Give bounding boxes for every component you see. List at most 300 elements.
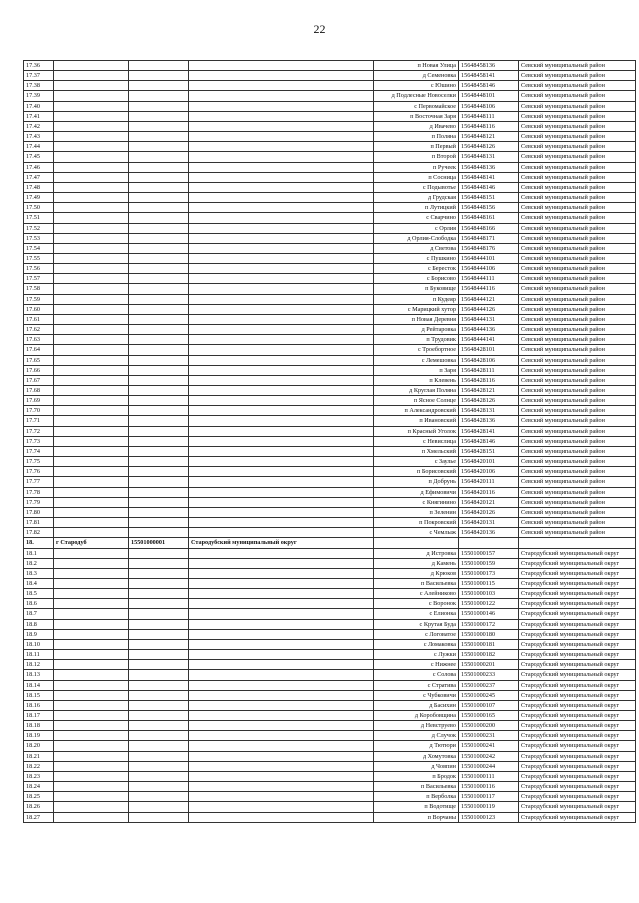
row-number: 18.24 — [24, 782, 54, 792]
locality-code: 15501000241 — [459, 741, 519, 751]
municipality-name-cell — [189, 802, 374, 812]
locality-name: д Невструево — [374, 721, 459, 731]
district-name: Севский муниципальный район — [519, 264, 636, 274]
locality-code: 15648428111 — [459, 365, 519, 375]
section-oktmo: 15501000001 — [129, 538, 189, 548]
district-name: Стародубский муниципальный округ — [519, 700, 636, 710]
municipality-name-cell — [189, 253, 374, 263]
row-number: 17.62 — [24, 325, 54, 335]
district-name: Стародубский муниципальный округ — [519, 578, 636, 588]
oktmo-cell — [129, 782, 189, 792]
district-name: Севский муниципальный район — [519, 365, 636, 375]
oktmo-cell — [129, 721, 189, 731]
oktmo-cell — [129, 314, 189, 324]
oktmo-cell — [129, 751, 189, 761]
table-row — [24, 121, 636, 131]
oktmo-cell — [129, 101, 189, 111]
district-name: Стародубский муниципальный округ — [519, 761, 636, 771]
municipality-name-cell — [189, 335, 374, 345]
municipality-cell — [54, 782, 129, 792]
municipality-name-cell — [189, 243, 374, 253]
municipality-name-cell — [189, 782, 374, 792]
row-number: 18.13 — [24, 670, 54, 680]
municipality-name-cell — [189, 365, 374, 375]
municipality-name-cell — [189, 233, 374, 243]
locality-code: 15648448171 — [459, 233, 519, 243]
municipality-name-cell — [189, 386, 374, 396]
table-row — [24, 589, 636, 599]
locality-code: 15648448111 — [459, 111, 519, 121]
district-name: Стародубский муниципальный округ — [519, 690, 636, 700]
district-name: Стародубский муниципальный округ — [519, 568, 636, 578]
locality-name: п Поляна — [374, 132, 459, 142]
oktmo-cell — [129, 213, 189, 223]
municipality-cell — [54, 690, 129, 700]
municipality-cell — [54, 599, 129, 609]
table-row — [24, 497, 636, 507]
oktmo-cell — [129, 233, 189, 243]
locality-name: п Новая Деревня — [374, 314, 459, 324]
locality-code: 15648428106 — [459, 355, 519, 365]
district-name: Севский муниципальный район — [519, 345, 636, 355]
oktmo-cell — [129, 690, 189, 700]
locality-name: д Крюков — [374, 568, 459, 578]
table-row — [24, 446, 636, 456]
row-number: 18.26 — [24, 802, 54, 812]
municipality-cell — [54, 507, 129, 517]
district-name: Севский муниципальный район — [519, 223, 636, 233]
municipality-name-cell — [189, 132, 374, 142]
row-number: 17.75 — [24, 457, 54, 467]
locality-code: 15648420106 — [459, 467, 519, 477]
row-number: 18.21 — [24, 751, 54, 761]
municipality-name-cell — [189, 771, 374, 781]
municipality-cell — [54, 792, 129, 802]
row-number: 18.7 — [24, 609, 54, 619]
locality-code: 15501000231 — [459, 731, 519, 741]
oktmo-cell — [129, 132, 189, 142]
municipality-cell — [54, 467, 129, 477]
table-row — [24, 741, 636, 751]
district-name: Севский муниципальный район — [519, 325, 636, 335]
municipality-cell — [54, 721, 129, 731]
row-number: 18.18 — [24, 721, 54, 731]
locality-name: с Чубковичи — [374, 690, 459, 700]
oktmo-cell — [129, 650, 189, 660]
locality-code: 15648448101 — [459, 91, 519, 101]
oktmo-cell — [129, 284, 189, 294]
municipality-cell — [54, 365, 129, 375]
oktmo-cell — [129, 761, 189, 771]
table-row — [24, 782, 636, 792]
locality-code: 15501000173 — [459, 568, 519, 578]
oktmo-cell — [129, 700, 189, 710]
table-row — [24, 142, 636, 152]
table-row — [24, 193, 636, 203]
row-number: 17.53 — [24, 233, 54, 243]
locality-name: с Лемешовка — [374, 355, 459, 365]
district-name: Севский муниципальный район — [519, 355, 636, 365]
municipality-name-cell — [189, 142, 374, 152]
municipality-cell — [54, 741, 129, 751]
locality-name: с Заулье — [374, 457, 459, 467]
municipality-cell — [54, 335, 129, 345]
table-row — [24, 436, 636, 446]
row-number: 17.50 — [24, 203, 54, 213]
municipality-cell — [54, 132, 129, 142]
municipality-name-cell — [189, 203, 374, 213]
municipality-cell — [54, 650, 129, 660]
locality-code: 15501000111 — [459, 771, 519, 781]
table-row — [24, 314, 636, 324]
municipality-name-cell — [189, 81, 374, 91]
row-number: 18.4 — [24, 578, 54, 588]
row-number: 17.52 — [24, 223, 54, 233]
oktmo-cell — [129, 152, 189, 162]
locality-name: с Пушкино — [374, 253, 459, 263]
municipality-name-cell — [189, 812, 374, 822]
district-name: Севский муниципальный район — [519, 71, 636, 81]
municipality-cell — [54, 355, 129, 365]
municipality-cell — [54, 761, 129, 771]
municipality-name-cell — [189, 345, 374, 355]
district-name: Севский муниципальный район — [519, 487, 636, 497]
locality-code: 15501000245 — [459, 690, 519, 700]
section-number: 18. — [24, 538, 54, 548]
oktmo-cell — [129, 518, 189, 528]
locality-name: п Буковище — [374, 284, 459, 294]
district-name: Севский муниципальный район — [519, 233, 636, 243]
row-number: 17.40 — [24, 101, 54, 111]
row-number: 18.10 — [24, 639, 54, 649]
table-row — [24, 731, 636, 741]
municipality-cell — [54, 284, 129, 294]
oktmo-cell — [129, 203, 189, 213]
row-number: 17.71 — [24, 416, 54, 426]
oktmo-cell — [129, 335, 189, 345]
locality-code: 15501000182 — [459, 650, 519, 660]
municipality-name-cell — [189, 528, 374, 538]
locality-code: 15648420136 — [459, 528, 519, 538]
municipality-name-cell — [189, 101, 374, 111]
oktmo-cell — [129, 386, 189, 396]
table-row — [24, 711, 636, 721]
row-number: 17.79 — [24, 497, 54, 507]
municipality-cell — [54, 416, 129, 426]
row-number: 17.59 — [24, 294, 54, 304]
table-row — [24, 792, 636, 802]
district-name: Севский муниципальный район — [519, 243, 636, 253]
municipality-cell — [54, 233, 129, 243]
locality-name: с Подывотье — [374, 182, 459, 192]
municipality-cell — [54, 528, 129, 538]
locality-name: с Крутая Буда — [374, 619, 459, 629]
table-row — [24, 335, 636, 345]
table-row — [24, 406, 636, 416]
oktmo-cell — [129, 81, 189, 91]
oktmo-cell — [129, 375, 189, 385]
row-number: 18.8 — [24, 619, 54, 629]
oktmo-cell — [129, 670, 189, 680]
oktmo-cell — [129, 589, 189, 599]
district-name: Стародубский муниципальный округ — [519, 670, 636, 680]
row-number: 18.15 — [24, 690, 54, 700]
municipality-cell — [54, 274, 129, 284]
district-name: Севский муниципальный район — [519, 213, 636, 223]
locality-name: с Ломаковка — [374, 639, 459, 649]
locality-code: 15648448141 — [459, 172, 519, 182]
row-number: 17.65 — [24, 355, 54, 365]
row-number: 17.67 — [24, 375, 54, 385]
municipality-name-cell — [189, 690, 374, 700]
row-number: 17.55 — [24, 253, 54, 263]
row-number: 18.1 — [24, 548, 54, 558]
district-name: Стародубский муниципальный округ — [519, 589, 636, 599]
oktmo-cell — [129, 182, 189, 192]
district-name: Севский муниципальный район — [519, 193, 636, 203]
municipality-cell — [54, 264, 129, 274]
oktmo-cell — [129, 771, 189, 781]
oktmo-cell — [129, 406, 189, 416]
oktmo-cell — [129, 304, 189, 314]
row-number: 17.70 — [24, 406, 54, 416]
locality-code: 15501000119 — [459, 802, 519, 812]
locality-name: с Юшино — [374, 81, 459, 91]
row-number: 17.60 — [24, 304, 54, 314]
table-row — [24, 639, 636, 649]
district-name: Стародубский муниципальный округ — [519, 558, 636, 568]
locality-name: п Покровский — [374, 518, 459, 528]
table-row — [24, 599, 636, 609]
locality-name: д Семеновка — [374, 71, 459, 81]
locality-code: 15501000146 — [459, 609, 519, 619]
oktmo-cell — [129, 91, 189, 101]
municipality-cell — [54, 477, 129, 487]
oktmo-cell — [129, 365, 189, 375]
district-name: Стародубский муниципальный округ — [519, 660, 636, 670]
municipality-name-cell — [189, 711, 374, 721]
table-row — [24, 650, 636, 660]
locality-code: 15648448131 — [459, 152, 519, 162]
municipality-name-cell — [189, 497, 374, 507]
locality-name: с Воронок — [374, 599, 459, 609]
row-number: 17.41 — [24, 111, 54, 121]
row-number: 18.11 — [24, 650, 54, 660]
municipality-name-cell — [189, 416, 374, 426]
municipality-name-cell — [189, 111, 374, 121]
municipality-cell — [54, 223, 129, 233]
table-row — [24, 802, 636, 812]
oktmo-cell — [129, 599, 189, 609]
municipality-name-cell — [189, 152, 374, 162]
municipality-name-cell — [189, 406, 374, 416]
municipality-cell — [54, 325, 129, 335]
locality-code: 15648428151 — [459, 446, 519, 456]
district-name: Стародубский муниципальный округ — [519, 599, 636, 609]
table-row — [24, 355, 636, 365]
locality-code: 15648458136 — [459, 61, 519, 71]
locality-name: п Ручеек — [374, 162, 459, 172]
oktmo-cell — [129, 660, 189, 670]
municipality-cell — [54, 142, 129, 152]
table-row — [24, 426, 636, 436]
municipality-cell — [54, 487, 129, 497]
locality-code: 15648444111 — [459, 274, 519, 284]
row-number: 17.56 — [24, 264, 54, 274]
table-row — [24, 294, 636, 304]
district-name: Севский муниципальный район — [519, 446, 636, 456]
row-number: 17.69 — [24, 396, 54, 406]
municipality-name-cell — [189, 680, 374, 690]
municipality-name-cell — [189, 589, 374, 599]
locality-code: 15648448121 — [459, 132, 519, 142]
row-number: 17.82 — [24, 528, 54, 538]
district-name: Севский муниципальный район — [519, 477, 636, 487]
municipality-name-cell — [189, 91, 374, 101]
municipality-name-cell — [189, 599, 374, 609]
district-name: Севский муниципальный район — [519, 253, 636, 263]
district-name: Севский муниципальный район — [519, 436, 636, 446]
row-number: 17.39 — [24, 91, 54, 101]
row-number: 18.17 — [24, 711, 54, 721]
table-row — [24, 528, 636, 538]
oktmo-cell — [129, 121, 189, 131]
locality-code: 15501000233 — [459, 670, 519, 680]
locality-name: п Добрунь — [374, 477, 459, 487]
municipality-name-cell — [189, 355, 374, 365]
locality-name: п Восточная Заря — [374, 111, 459, 121]
municipality-cell — [54, 243, 129, 253]
table-row — [24, 325, 636, 335]
oktmo-cell — [129, 528, 189, 538]
municipality-cell — [54, 203, 129, 213]
district-name: Севский муниципальный район — [519, 335, 636, 345]
row-number: 18.3 — [24, 568, 54, 578]
municipality-cell — [54, 771, 129, 781]
oktmo-cell — [129, 223, 189, 233]
municipality-name-cell — [189, 426, 374, 436]
municipality-name-cell — [189, 741, 374, 751]
municipality-name-cell — [189, 264, 374, 274]
locality-code: 15648420126 — [459, 507, 519, 517]
municipality-name-cell — [189, 71, 374, 81]
row-number: 17.36 — [24, 61, 54, 71]
municipality-cell — [54, 406, 129, 416]
municipality-cell — [54, 660, 129, 670]
locality-code: 15648444101 — [459, 253, 519, 263]
municipality-cell — [54, 213, 129, 223]
table-row — [24, 223, 636, 233]
municipality-cell — [54, 314, 129, 324]
table-row — [24, 507, 636, 517]
municipality-name-cell — [189, 477, 374, 487]
locality-code: 15501000117 — [459, 792, 519, 802]
municipality-name-cell — [189, 457, 374, 467]
municipality-name-cell — [189, 487, 374, 497]
locality-code: 15501000242 — [459, 751, 519, 761]
district-name: Стародубский муниципальный округ — [519, 812, 636, 822]
oktmo-cell — [129, 609, 189, 619]
table-row — [24, 629, 636, 639]
municipality-cell — [54, 172, 129, 182]
table-row — [24, 680, 636, 690]
municipality-name-cell — [189, 304, 374, 314]
oktmo-cell — [129, 253, 189, 263]
table-row — [24, 172, 636, 182]
table-row — [24, 243, 636, 253]
municipality-cell — [54, 711, 129, 721]
municipality-name-cell — [189, 578, 374, 588]
row-number: 17.43 — [24, 132, 54, 142]
table-row — [24, 111, 636, 121]
table-row — [24, 518, 636, 528]
locality-name: с Троебортное — [374, 345, 459, 355]
table-row — [24, 274, 636, 284]
section-name: Стародубский муниципальный округ — [189, 538, 374, 548]
municipality-name-cell — [189, 61, 374, 71]
oktmo-cell — [129, 578, 189, 588]
table-row — [24, 609, 636, 619]
district-name: Севский муниципальный район — [519, 274, 636, 284]
municipality-cell — [54, 193, 129, 203]
municipality-name-cell — [189, 700, 374, 710]
municipality-cell — [54, 426, 129, 436]
municipality-cell — [54, 162, 129, 172]
locality-code: 15648448166 — [459, 223, 519, 233]
locality-code: 15648448161 — [459, 213, 519, 223]
table-row — [24, 558, 636, 568]
table-row — [24, 771, 636, 781]
row-number: 18.9 — [24, 629, 54, 639]
row-number: 17.44 — [24, 142, 54, 152]
locality-code: 15501000116 — [459, 782, 519, 792]
oktmo-cell — [129, 142, 189, 152]
table-row — [24, 61, 636, 71]
table-row — [24, 203, 636, 213]
oktmo-cell — [129, 436, 189, 446]
row-number: 18.19 — [24, 731, 54, 741]
oktmo-cell — [129, 629, 189, 639]
municipality-cell — [54, 518, 129, 528]
municipality-cell — [54, 71, 129, 81]
section-empty-cell — [519, 538, 636, 548]
oktmo-cell — [129, 812, 189, 822]
oktmo-cell — [129, 426, 189, 436]
municipality-name-cell — [189, 436, 374, 446]
oktmo-cell — [129, 639, 189, 649]
locality-name: д Хомутовка — [374, 751, 459, 761]
row-number: 17.38 — [24, 81, 54, 91]
municipality-cell — [54, 375, 129, 385]
table-row — [24, 253, 636, 263]
municipality-cell — [54, 101, 129, 111]
oktmo-cell — [129, 111, 189, 121]
locality-code: 15648428126 — [459, 396, 519, 406]
locality-code: 15501000103 — [459, 589, 519, 599]
district-name: Севский муниципальный район — [519, 162, 636, 172]
row-number: 17.74 — [24, 446, 54, 456]
table-row — [24, 619, 636, 629]
locality-name: с Невислица — [374, 436, 459, 446]
district-name: Севский муниципальный район — [519, 132, 636, 142]
municipality-name-cell — [189, 294, 374, 304]
district-name: Стародубский муниципальный округ — [519, 639, 636, 649]
oktmo-cell — [129, 680, 189, 690]
locality-code: 15501000200 — [459, 721, 519, 731]
locality-name: п Клевень — [374, 375, 459, 385]
locality-name: д Подлесные Новоселки — [374, 91, 459, 101]
locality-code: 15501000165 — [459, 711, 519, 721]
